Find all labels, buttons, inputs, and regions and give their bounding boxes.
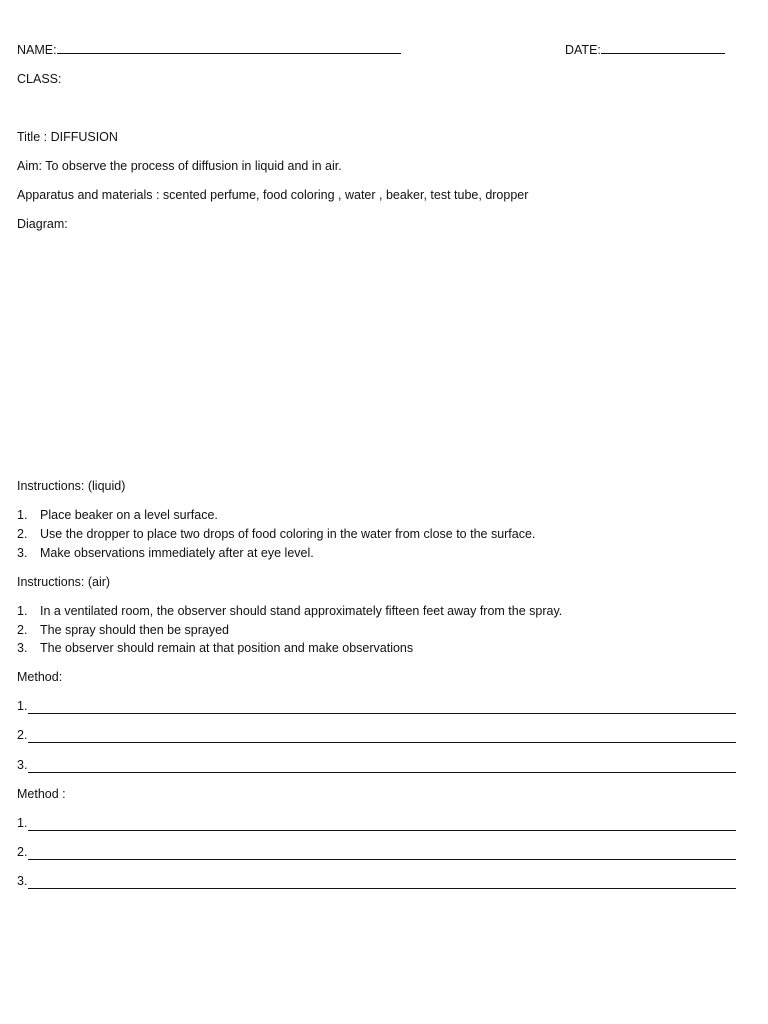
answer-blank-line[interactable] — [28, 847, 736, 860]
apparatus-line: Apparatus and materials : scented perfume, food coloring , water , beaker, test tube, dropper — [17, 188, 529, 202]
date-field-row — [565, 41, 725, 58]
list-item-number: 1. — [17, 604, 28, 618]
method-heading-second: Method : — [17, 787, 66, 801]
method-heading: Method: — [17, 670, 63, 684]
method-answer-row[interactable] — [17, 698, 736, 714]
date-label: DATE: — [565, 43, 601, 57]
answer-blank-line[interactable] — [28, 876, 736, 889]
diagram-space — [17, 240, 736, 470]
list-item — [17, 526, 535, 542]
list-item — [17, 603, 562, 619]
method-row-number: 1. — [17, 816, 28, 830]
title-line: Title : DIFFUSION — [17, 130, 118, 144]
method-answer-row[interactable] — [17, 757, 736, 773]
method-answer-row[interactable] — [17, 815, 736, 831]
instructions-air-heading: Instructions: (air) — [17, 575, 111, 589]
method-row-number: 3. — [17, 874, 28, 888]
name-label: NAME: — [17, 43, 57, 57]
diagram-label: Diagram: — [17, 217, 68, 231]
class-label: CLASS: — [17, 72, 62, 86]
method-answer-row[interactable] — [17, 727, 736, 743]
method-row-number: 1. — [17, 699, 28, 713]
list-item — [17, 507, 218, 523]
answer-blank-line[interactable] — [28, 818, 736, 831]
instructions-liquid-heading: Instructions: (liquid) — [17, 479, 126, 493]
list-item-text: In a ventilated room, the observer should stand approximately fifteen feet away from the spray. — [40, 604, 563, 618]
list-item-text: The observer should remain at that position and make observations — [40, 641, 414, 655]
list-item-text: Make observations immediately after at eye level. — [40, 546, 314, 560]
answer-blank-line[interactable] — [28, 760, 736, 773]
list-item-number: 3. — [17, 546, 28, 560]
list-item — [17, 545, 314, 561]
list-item-number: 3. — [17, 641, 28, 655]
date-blank-line[interactable] — [601, 41, 725, 54]
method-row-number: 2. — [17, 728, 28, 742]
list-item-text: Use the dropper to place two drops of food coloring in the water from close to the surface. — [40, 527, 536, 541]
list-item-number: 2. — [17, 527, 28, 541]
answer-blank-line[interactable] — [28, 701, 736, 714]
list-item-text: The spray should then be sprayed — [40, 623, 230, 637]
method-answer-row[interactable] — [17, 873, 736, 889]
name-field-row — [17, 41, 401, 58]
list-item-number: 2. — [17, 623, 28, 637]
name-blank-line[interactable] — [57, 41, 401, 54]
method-row-number: 2. — [17, 845, 28, 859]
method-row-number: 3. — [17, 758, 28, 772]
list-item-text: Place beaker on a level surface. — [40, 508, 218, 522]
list-item-number: 1. — [17, 508, 28, 522]
list-item — [17, 640, 413, 656]
list-item — [17, 622, 229, 638]
answer-blank-line[interactable] — [28, 730, 736, 743]
aim-line: Aim: To observe the process of diffusion in liquid and in air. — [17, 159, 342, 173]
method-answer-row[interactable] — [17, 844, 736, 860]
